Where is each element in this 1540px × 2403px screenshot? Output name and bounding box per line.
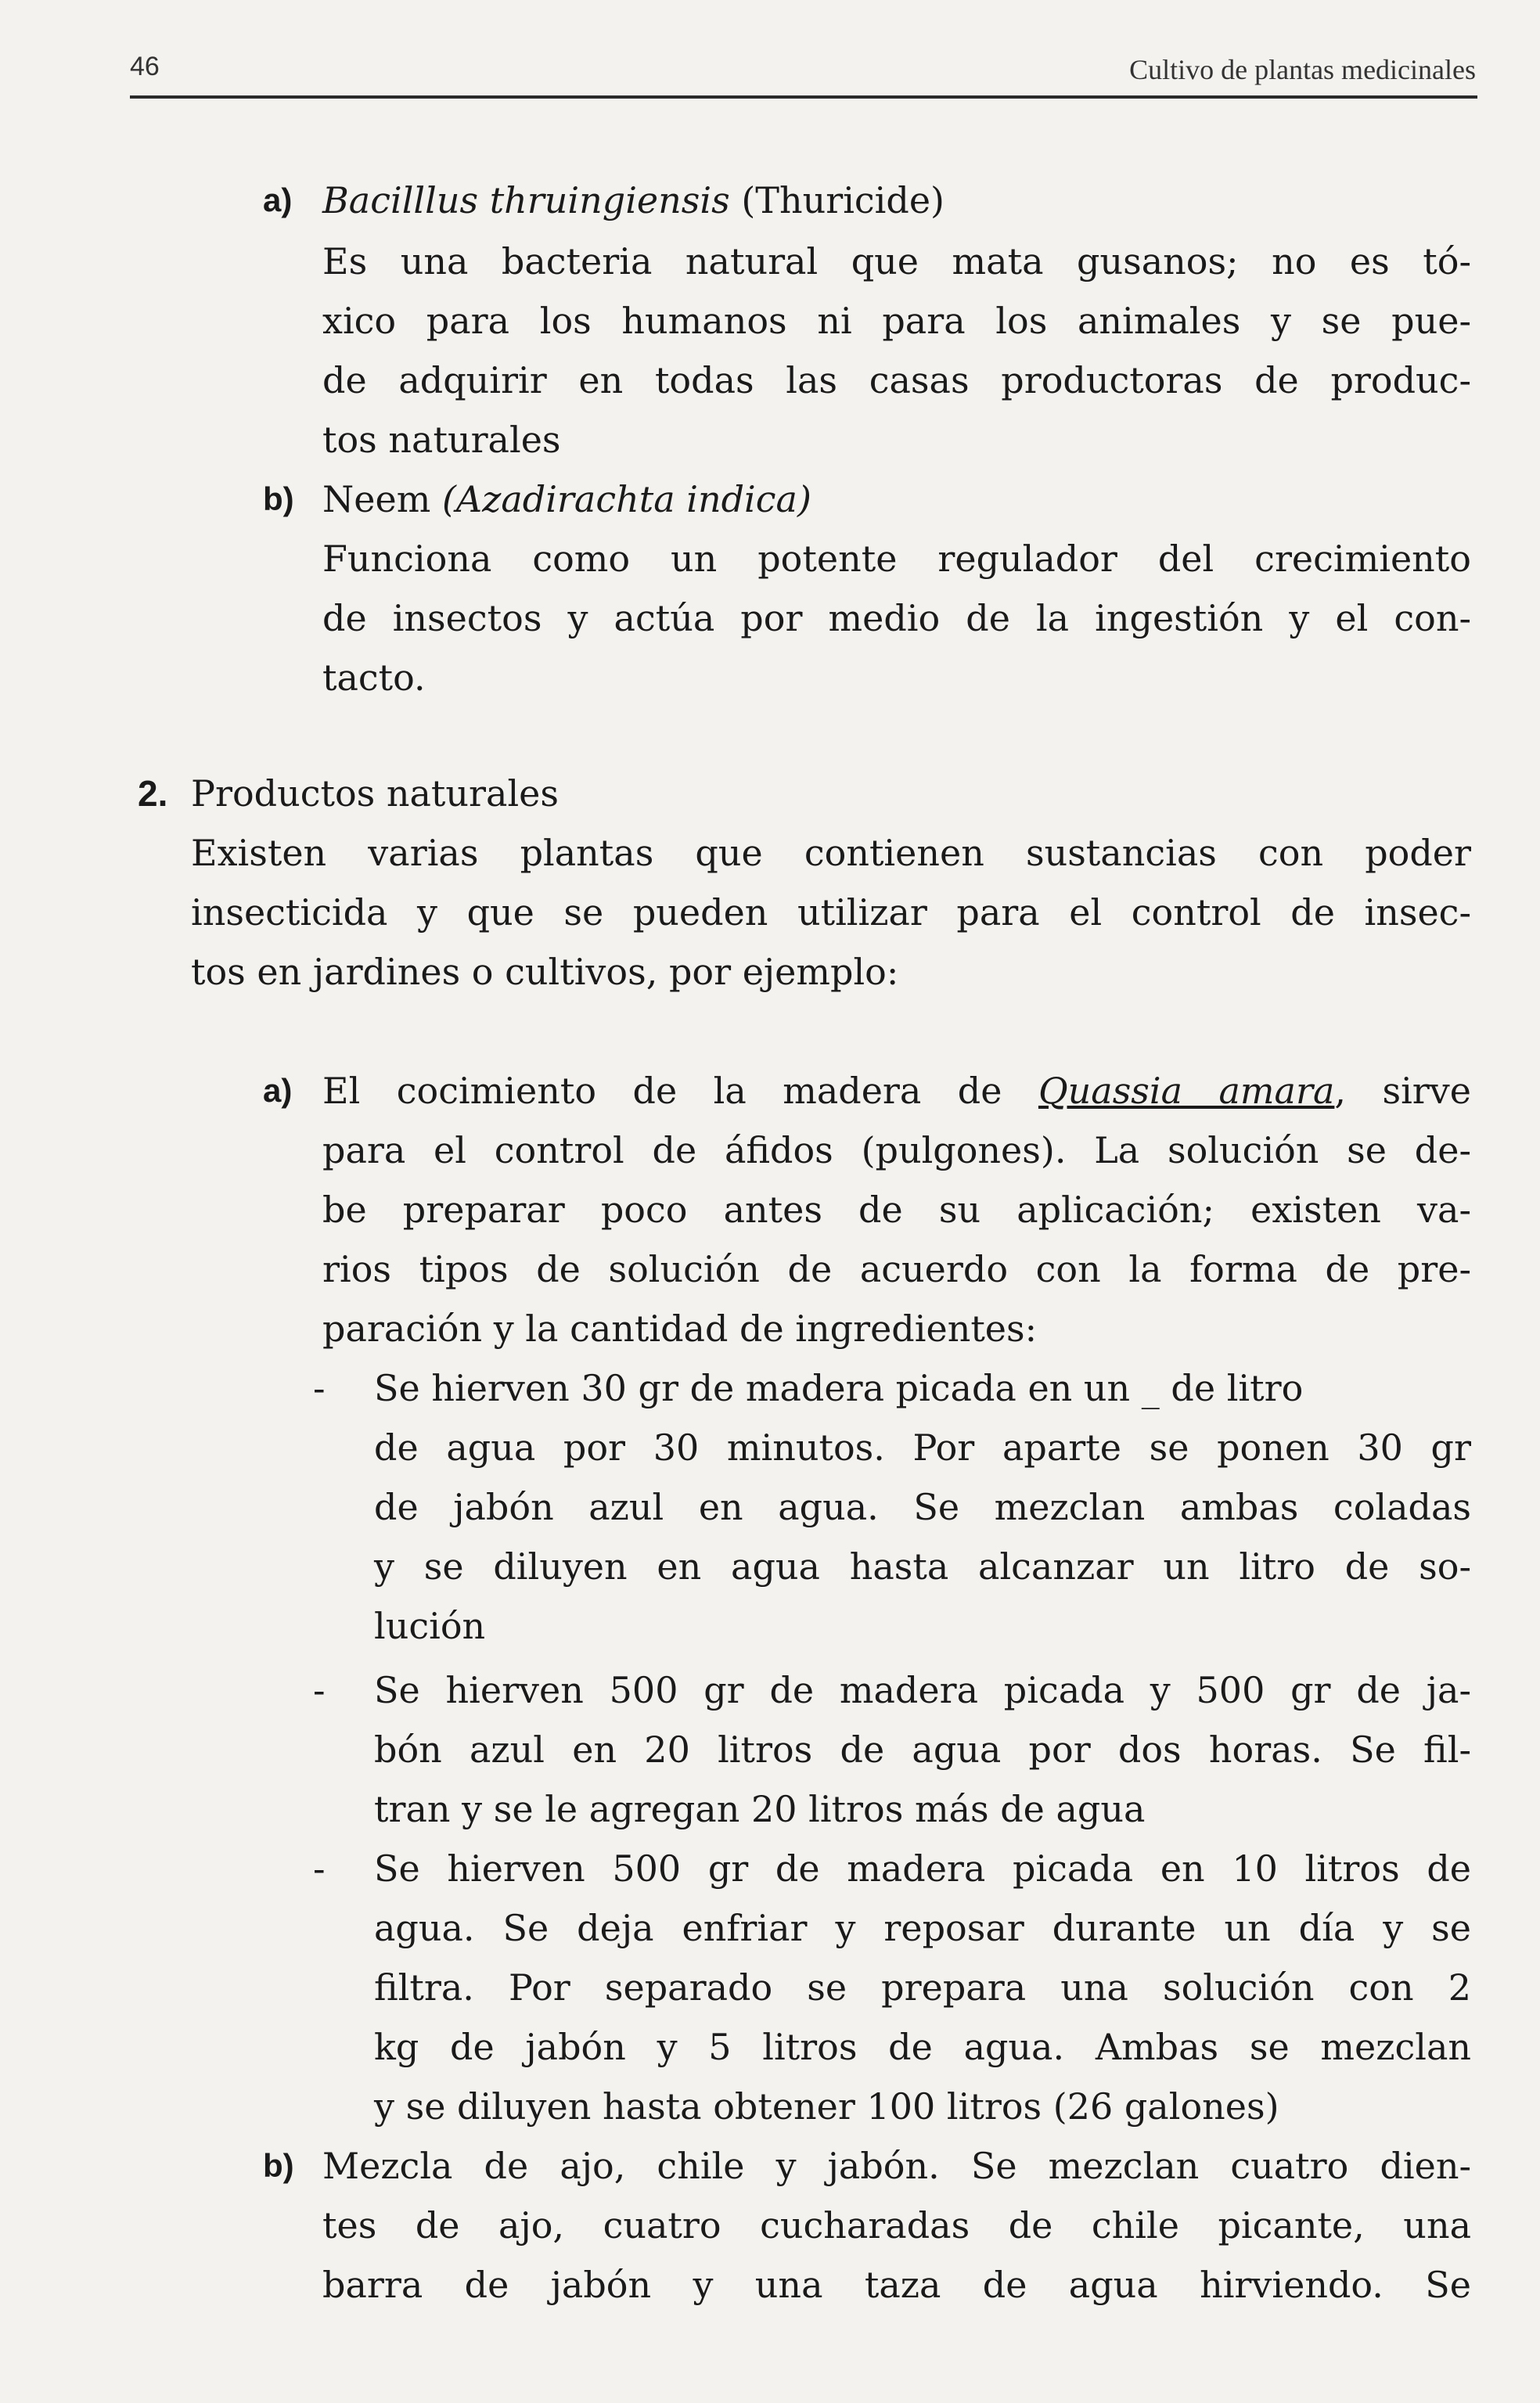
text-line: insecticida y que se pueden utilizar para el control de insec- [191, 891, 1471, 934]
text-line: xico para los humanos ni para los animales y se pue- [322, 300, 1471, 342]
text-line: tos en jardines o cultivos, por ejemplo: [191, 951, 899, 993]
dash-bullet: - [313, 1847, 326, 1890]
text-line: de jabón azul en agua. Se mezclan ambas coladas [374, 1486, 1471, 1528]
text-line: tacto. [322, 657, 426, 699]
item-marker: a) [263, 182, 293, 218]
dash-bullet: - [313, 1669, 326, 1711]
dash-bullet: - [313, 1367, 326, 1409]
section-title: Productos naturales [191, 772, 559, 815]
text-line: para el control de áfidos (pulgones). La solución se de- [322, 1129, 1471, 1171]
item-marker: b) [263, 2147, 294, 2184]
text-line: El cocimiento de la madera de Quassia amara, sirve [322, 1070, 1471, 1112]
text-line: be preparar poco antes de su aplicación; existen va- [322, 1189, 1471, 1231]
text-line: tran y se le agregan 20 litros más de agua [374, 1788, 1146, 1830]
running-title: Cultivo de plantas medicinales [1129, 54, 1476, 85]
text-line: bón azul en 20 litros de agua por dos horas. Se fil- [374, 1729, 1471, 1771]
text-line: Se hierven 500 gr de madera picada y 500 gr de ja- [374, 1669, 1471, 1711]
text-line: tes de ajo, cuatro cucharadas de chile picante, una [322, 2204, 1471, 2247]
header-rule [130, 95, 1477, 99]
item-title: Bacilllus thruingiensis (Thuricide) [322, 179, 945, 221]
page-number: 46 [130, 52, 160, 81]
page-header [130, 52, 1476, 99]
text-line: y se diluyen en agua hasta alcanzar un litro de so- [374, 1545, 1471, 1588]
text-line: paración y la cantidad de ingredientes: [322, 1308, 1038, 1350]
text-line: tos naturales [322, 419, 561, 461]
section-number: 2. [138, 773, 168, 814]
text-line: lución [374, 1605, 486, 1647]
item-marker: b) [263, 480, 294, 517]
text-line: de adquirir en todas las casas productoras de produc- [322, 359, 1471, 401]
text-line: filtra. Por separado se prepara una solución con 2 [374, 1966, 1471, 2009]
text-line: de insectos y actúa por medio de la ingestión y el con- [322, 597, 1471, 639]
text-line: rios tipos de solución de acuerdo con la forma de pre- [322, 1248, 1471, 1290]
text-line: Funciona como un potente regulador del crecimiento [322, 538, 1471, 580]
text-line: y se diluyen hasta obtener 100 litros (26 galones) [374, 2085, 1279, 2128]
text-line: barra de jabón y una taza de agua hirviendo. Se [322, 2264, 1471, 2306]
text-line: Se hierven 30 gr de madera picada en un _ de litro [374, 1367, 1304, 1409]
item-title: Neem (Azadirachta indica) [322, 478, 811, 520]
text-line: de agua por 30 minutos. Por aparte se ponen 30 gr [374, 1426, 1471, 1469]
text-line: Se hierven 500 gr de madera picada en 10 litros de [374, 1847, 1471, 1890]
text-line: Mezcla de ajo, chile y jabón. Se mezclan cuatro dien- [322, 2145, 1471, 2187]
item-marker: a) [263, 1072, 293, 1109]
text-line: agua. Se deja enfriar y reposar durante un día y se [374, 1907, 1471, 1949]
text-line: Es una bacteria natural que mata gusanos; no es tó- [322, 240, 1471, 282]
text-line: kg de jabón y 5 litros de agua. Ambas se mezclan [374, 2026, 1471, 2068]
text-line: Existen varias plantas que contienen sustancias con poder [191, 832, 1471, 874]
